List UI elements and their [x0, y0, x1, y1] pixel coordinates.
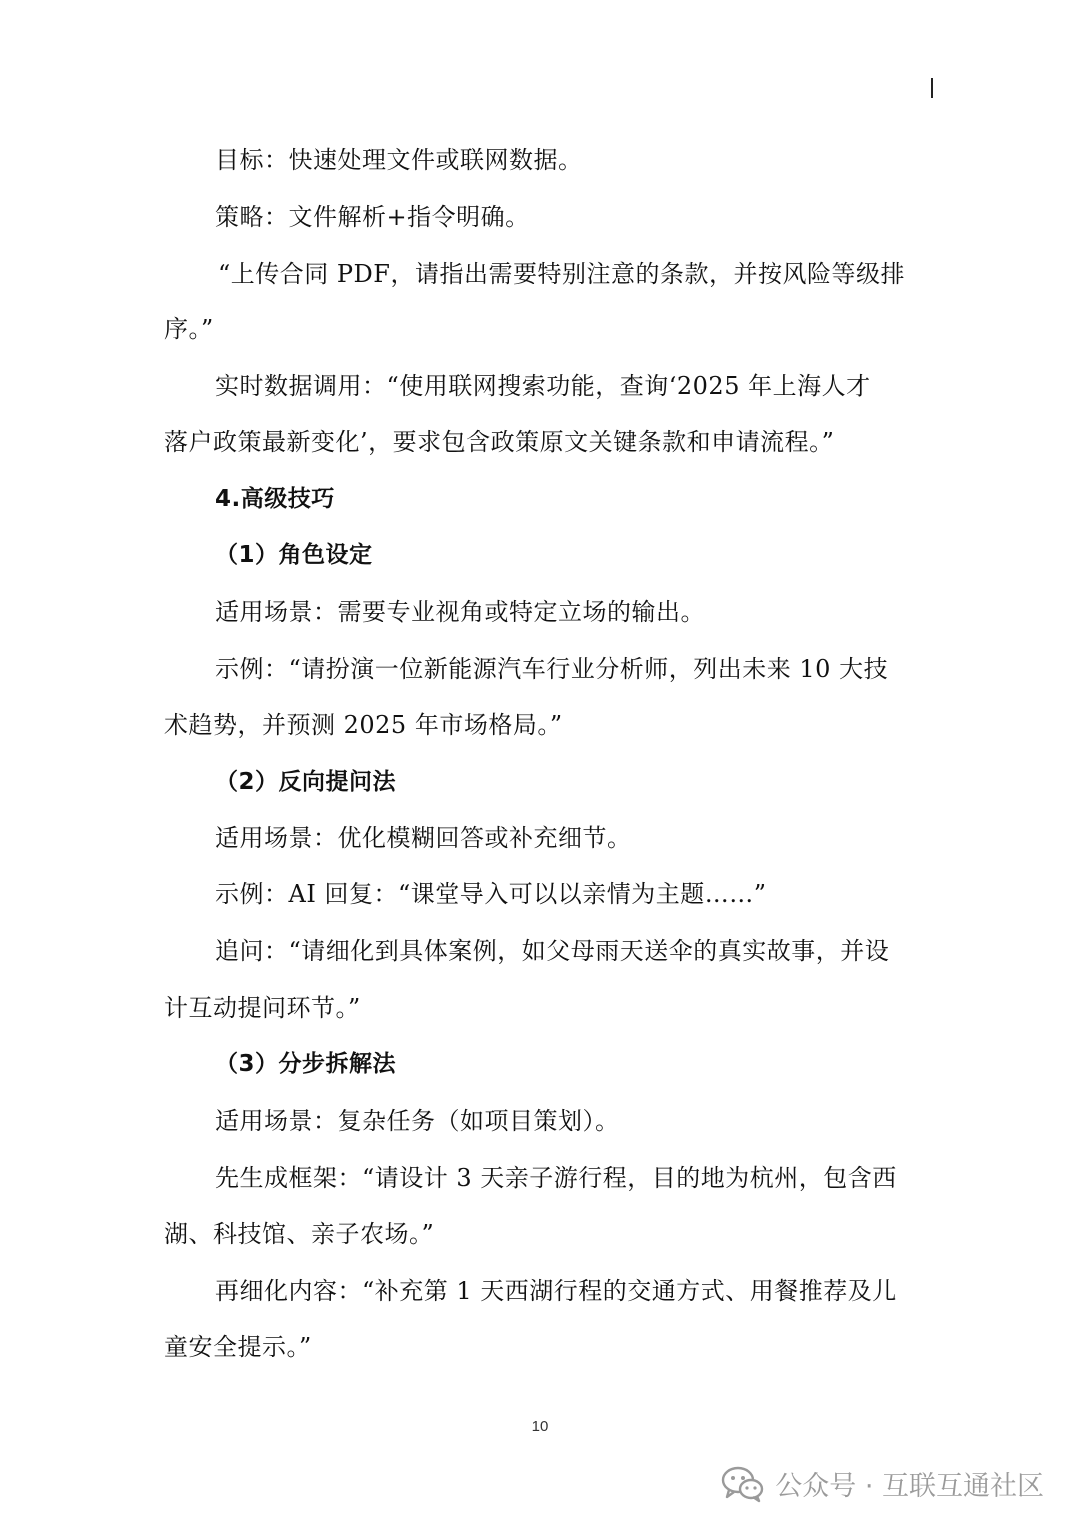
paragraph-reverse-example: 示例：AI 回复：“课堂导入可以以亲情为主题……”: [215, 880, 767, 908]
subheading-step-breakdown: （3）分步拆解法: [215, 1051, 397, 1077]
paragraph-refine: 再细化内容：“补充第 1 天西湖行程的交通方式、用餐推荐及儿: [215, 1277, 897, 1305]
paragraph-realtime-data-cont: 落户政策最新变化’，要求包含政策原文关键条款和申请流程。”: [164, 428, 835, 456]
paragraph-role-example-cont: 术趋势，并预测 2025 年市场格局。”: [164, 711, 563, 739]
paragraph-follow-up: 追问：“请细化到具体案例，如父母雨天送伞的真实故事，并设: [215, 937, 890, 965]
watermark-text: 公众号 · 互联互通社区: [775, 1471, 1044, 1502]
paragraph-example-upload: “上传合同 PDF，请指出需要特别注意的条款，并按风险等级排: [218, 260, 905, 288]
paragraph-strategy: 策略：文件解析+指令明确。: [215, 203, 530, 231]
watermark: [721, 1464, 1044, 1503]
section-heading-advanced-tips: 4.高级技巧: [215, 486, 335, 512]
paragraph-role-example: 示例：“请扮演一位新能源汽车行业分析师，列出未来 10 大技: [215, 655, 889, 683]
page-number: 10: [531, 1418, 549, 1435]
paragraph-role-scenario: 适用场景：需要专业视角或特定立场的输出。: [215, 598, 705, 626]
paragraph-reverse-scenario: 适用场景：优化模糊回答或补充细节。: [215, 824, 632, 852]
subheading-reverse-questioning: （2）反向提问法: [215, 769, 397, 795]
paragraph-framework-cont: 湖、科技馆、亲子农场。”: [164, 1220, 435, 1248]
wechat-icon: [721, 1465, 765, 1503]
paragraph-realtime-data: 实时数据调用：“使用联网搜索功能，查询‘2025 年上海人才: [215, 372, 871, 400]
paragraph-framework: 先生成框架：“请设计 3 天亲子游行程，目的地为杭州，包含西: [215, 1164, 897, 1192]
paragraph-refine-cont: 童安全提示。”: [164, 1333, 312, 1361]
text-cursor-mark: [931, 78, 933, 98]
paragraph-example-upload-cont: 序。”: [164, 315, 214, 343]
subheading-role-setting: （1）角色设定: [215, 542, 373, 568]
paragraph-step-scenario: 适用场景：复杂任务（如项目策划）。: [215, 1107, 620, 1135]
paragraph-goal: 目标：快速处理文件或联网数据。: [215, 146, 583, 174]
paragraph-follow-up-cont: 计互动提问环节。”: [164, 994, 361, 1022]
